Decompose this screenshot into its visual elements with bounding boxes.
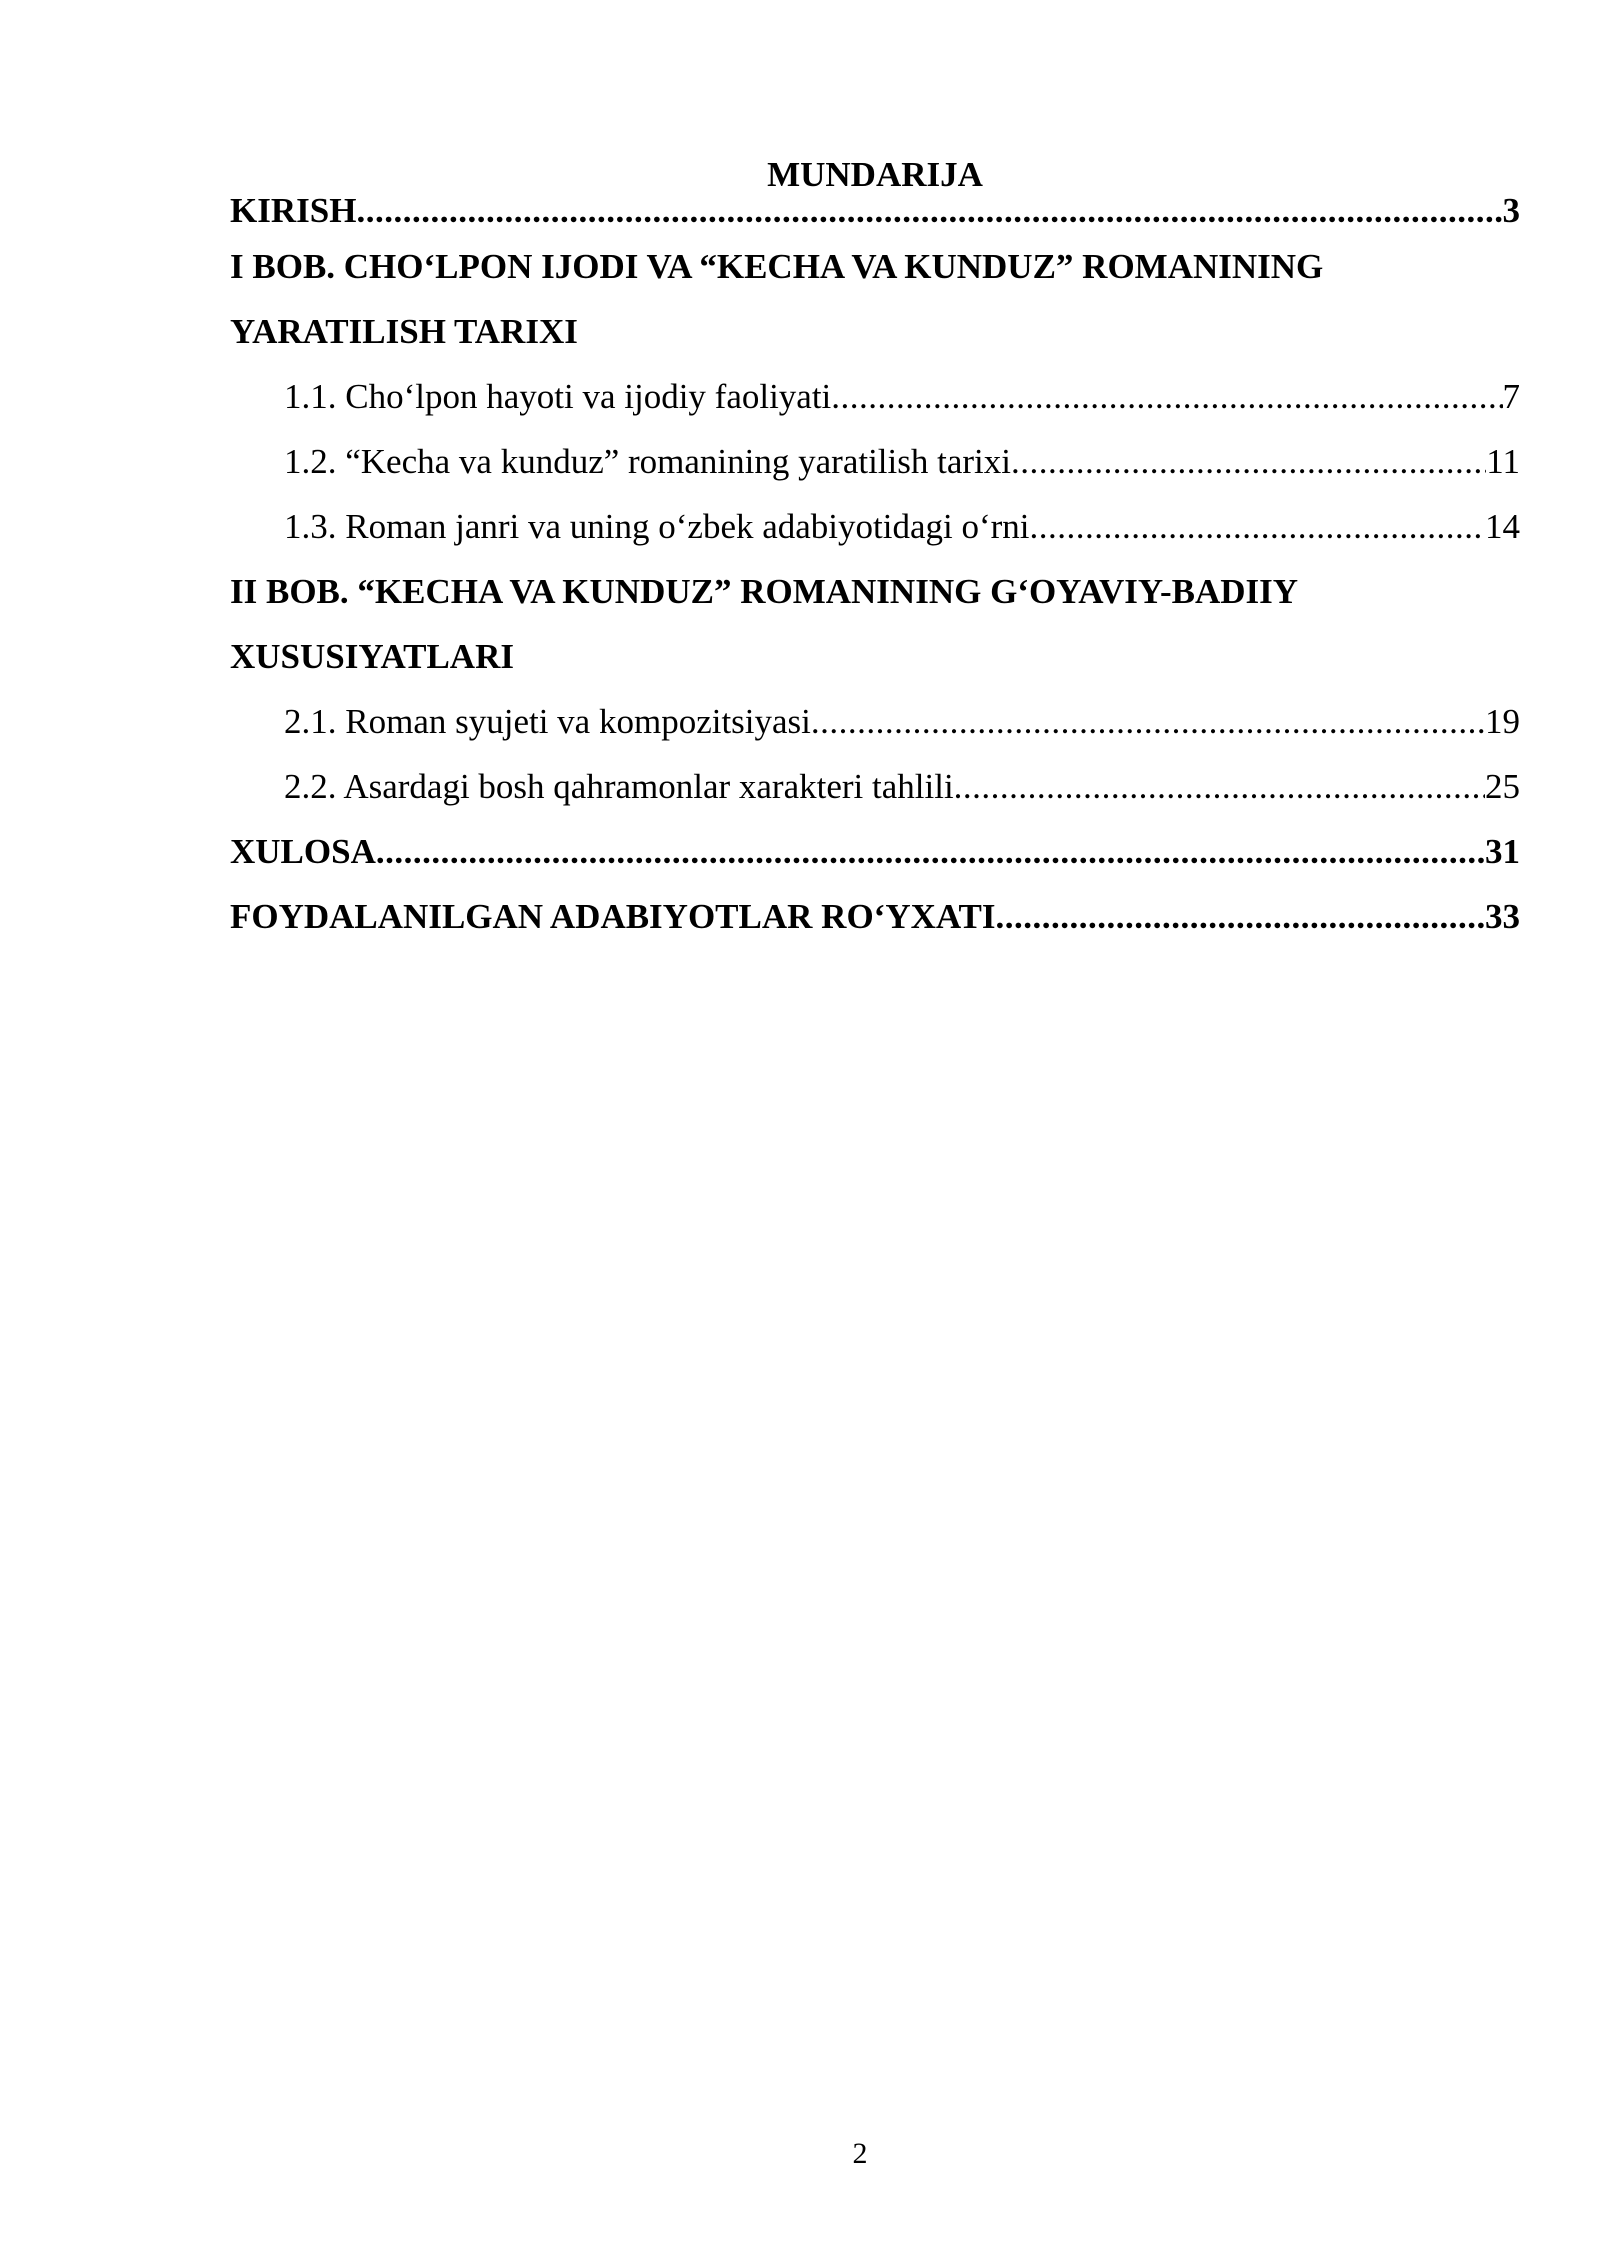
toc-dot-leader <box>356 188 1502 234</box>
toc-entry-label: XULOSA <box>230 832 376 871</box>
toc-dot-leader <box>996 884 1485 949</box>
toc-entry-page: 31 <box>1485 832 1520 871</box>
toc-chapter1-heading-line2[interactable]: YARATILISH TARIXI <box>230 312 578 351</box>
toc-entry-label: 1.2. “Kecha va kunduz” romanining yaratilish tarixi <box>284 442 1011 481</box>
toc-dot-leader <box>1030 494 1485 559</box>
toc-entry-page: 11 <box>1486 442 1520 481</box>
toc-entry-page: 19 <box>1485 702 1520 741</box>
toc-chapter1-heading-line1[interactable]: I BOB. CHO‘LPON IJODI VA “KECHA VA KUNDUZ” ROMANINING <box>230 247 1324 286</box>
toc-dot-leader <box>376 819 1485 884</box>
toc-entry-conclusion[interactable] <box>230 819 1520 884</box>
toc-entry-label: KIRISH <box>230 191 357 230</box>
toc-dot-leader <box>831 364 1502 429</box>
toc-dot-leader <box>1011 429 1486 494</box>
toc-entry-label: 1.1. Cho‘lpon hayoti va ijodiy faoliyati <box>284 377 832 416</box>
toc-entry-page: 3 <box>1502 191 1520 230</box>
toc-entry-section-1-1[interactable] <box>230 364 1520 429</box>
toc-entry-intro[interactable] <box>230 188 1520 234</box>
toc-entry-label: 2.1. Roman syujeti va kompozitsiyasi <box>284 702 811 741</box>
toc-entry-page: 14 <box>1485 507 1520 546</box>
toc-entry-section-1-3[interactable] <box>230 494 1520 559</box>
toc-entry-section-2-2[interactable] <box>230 754 1520 819</box>
toc-dot-leader <box>811 689 1485 754</box>
table-of-contents <box>230 188 1520 949</box>
toc-entry-label: 1.3. Roman janri va uning o‘zbek adabiyotidagi o‘rni <box>284 507 1030 546</box>
toc-entry-label: 2.2. Asardagi bosh qahramonlar xarakteri tahlili <box>284 767 954 806</box>
toc-chapter2-heading-line2[interactable]: XUSUSIYATLARI <box>230 637 514 676</box>
toc-entry-section-2-1[interactable] <box>230 689 1520 754</box>
toc-chapter2-heading-line1[interactable]: II BOB. “KECHA VA KUNDUZ” ROMANINING G‘OYAVIY-BADIIY <box>230 572 1299 611</box>
toc-title: MUNDARIJA <box>767 155 983 194</box>
toc-dot-leader <box>954 754 1485 819</box>
toc-entry-page: 25 <box>1485 767 1520 806</box>
toc-entry-section-1-2[interactable] <box>230 429 1520 494</box>
toc-entry-label: FOYDALANILGAN ADABIYOTLAR RO‘YXATI <box>230 897 996 936</box>
toc-entry-references[interactable] <box>230 884 1520 949</box>
page-number: 2 <box>852 2137 868 2170</box>
toc-entry-page: 33 <box>1485 897 1520 936</box>
toc-entry-page: 7 <box>1502 377 1520 416</box>
